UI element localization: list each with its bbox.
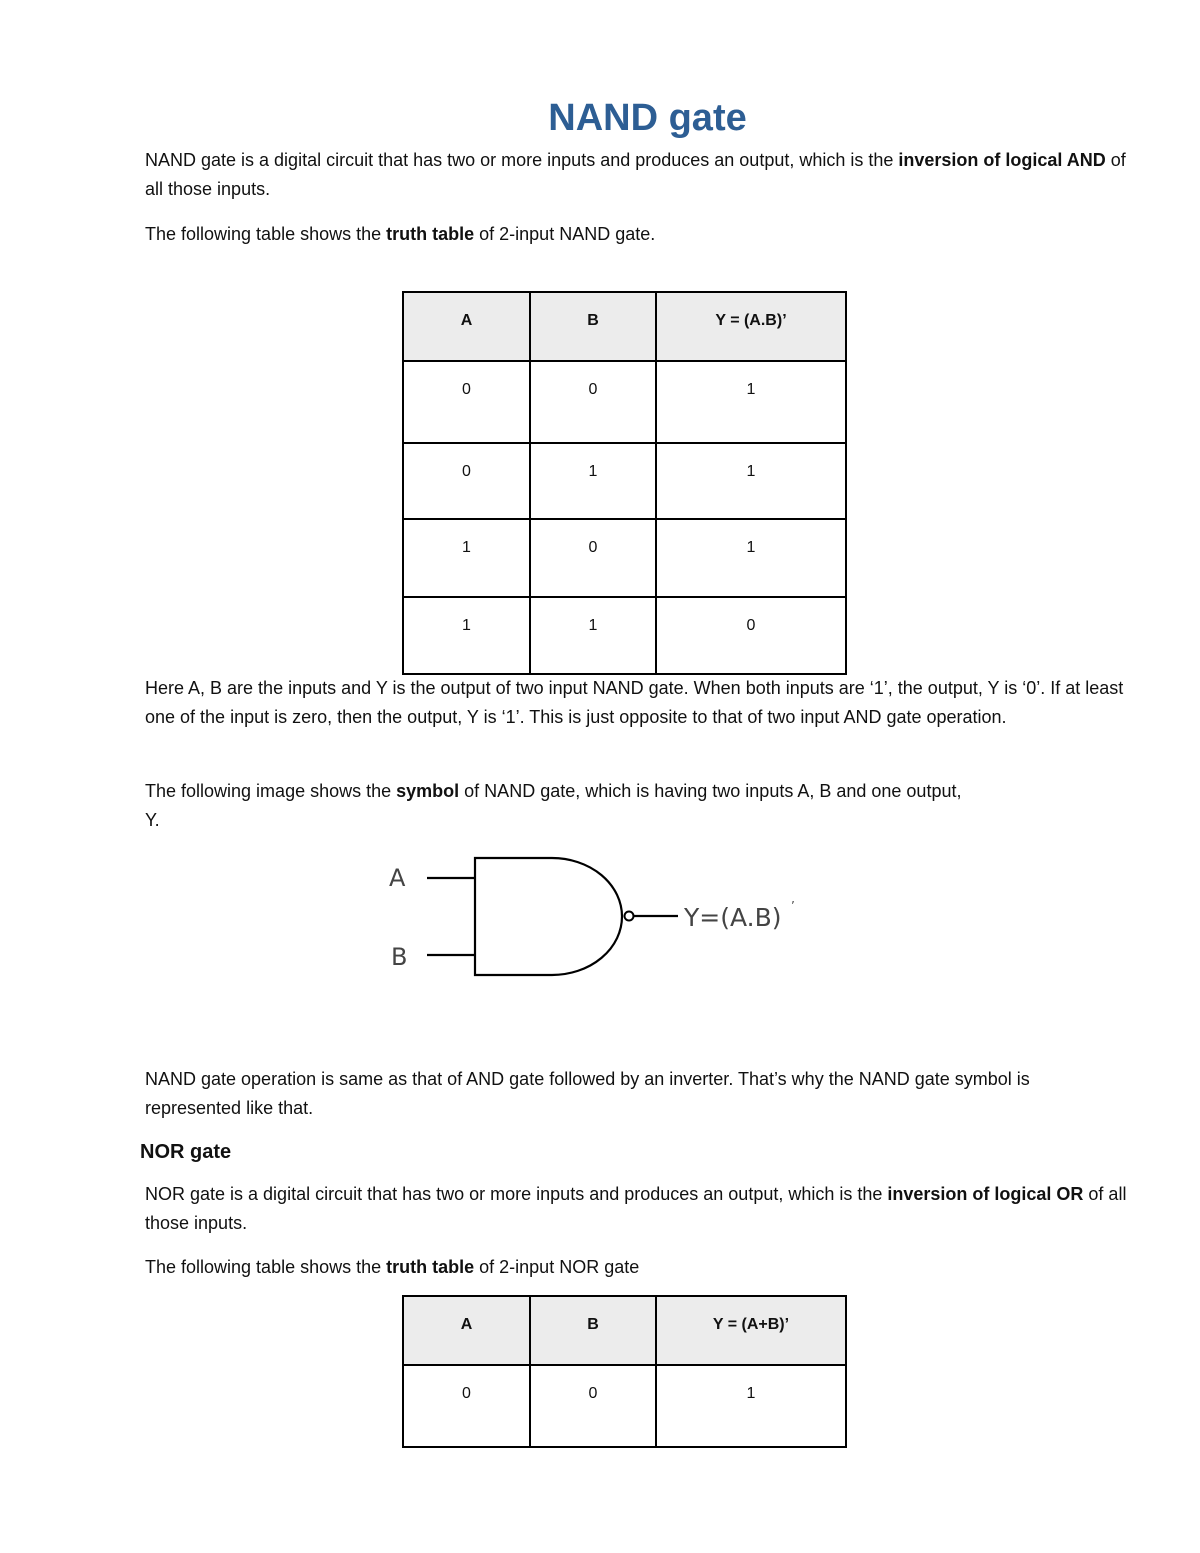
table-cell: 1 (656, 1365, 846, 1447)
table-header-cell: B (530, 292, 656, 361)
input-a-label: A (389, 864, 406, 892)
nand-intro-text-1: NAND gate is a digital circuit that has two or more inputs and produces an output, which is the (145, 150, 899, 170)
nor-intro-paragraph (145, 1180, 1130, 1237)
table-cell: 1 (656, 443, 846, 519)
table-row (403, 361, 846, 443)
table-header-cell: Y = (A.B)’ (656, 292, 846, 361)
table-cell: 0 (403, 1365, 530, 1447)
nand-symbol-intro (145, 777, 1130, 834)
output-label-prime: ’ (791, 899, 795, 913)
table-cell: 0 (530, 1365, 656, 1447)
nor-truth-table (402, 1295, 847, 1448)
nand-intro-text-2: of all those inputs. (145, 150, 1126, 199)
table-row (403, 443, 846, 519)
table-header-row (403, 1296, 846, 1365)
symbol-intro-text-3: Y. (145, 809, 160, 830)
table-row (403, 1365, 846, 1447)
table-cell: 1 (530, 443, 656, 519)
nand-table-intro (145, 220, 1130, 249)
nand-table-intro-text-1: The following table shows the (145, 224, 387, 244)
table-cell: 1 (403, 597, 530, 674)
nor-table-intro (145, 1253, 1130, 1282)
table-cell: 1 (656, 361, 846, 443)
nand-table-intro-bold: truth table (386, 224, 475, 244)
table-header-cell: Y = (A+B)’ (656, 1296, 846, 1365)
table-header-cell: A (403, 1296, 530, 1365)
nor-table-intro-text-2: of 2-input NOR gate (474, 1257, 640, 1277)
table-header-cell: B (530, 1296, 656, 1365)
input-b-label: B (391, 943, 408, 971)
table-cell: 0 (403, 361, 530, 443)
nand-operation-note: NAND gate operation is same as that of AND gate followed by an inverter. That’s why the NAND gate symbol is represented like that. (145, 1069, 1030, 1118)
output-label: Y=(A.B) (684, 903, 782, 932)
symbol-intro-text-2: of NAND gate, which is having two inputs A, B and one output, (459, 781, 962, 801)
table-header-cell: A (403, 292, 530, 361)
nor-intro-text-1: NOR gate is a digital circuit that has two or more inputs and produces an output, which is the (145, 1184, 888, 1204)
symbol-intro-bold: symbol (396, 781, 460, 801)
page-title: NAND gate (548, 97, 747, 139)
table-cell: 0 (656, 597, 846, 674)
table-row (403, 519, 846, 597)
table-cell: 0 (530, 519, 656, 597)
nand-table-intro-text-2: of 2-input NAND gate. (474, 224, 656, 244)
nor-table-intro-text-1: The following table shows the (145, 1257, 387, 1277)
table-cell: 0 (530, 361, 656, 443)
nand-intro-paragraph (145, 146, 1130, 203)
nor-table-intro-bold: truth table (386, 1257, 475, 1277)
inversion-bubble (625, 912, 634, 921)
nand-gate-body (475, 858, 622, 975)
nor-intro-text-2: of all those inputs. (145, 1184, 1127, 1233)
nor-heading: NOR gate (140, 1141, 232, 1163)
nand-explanation: Here A, B are the inputs and Y is the output of two input NAND gate. When both inputs are ‘1’, the output, Y is ‘0’. If at least one of the input is zero, then the output, Y is ‘1’. This is just opposite to that of two input AND gate operation. (145, 678, 1124, 727)
nand-intro-bold: inversion of logical AND (898, 150, 1106, 170)
table-cell: 1 (530, 597, 656, 674)
nand-gate-symbol (380, 848, 820, 988)
symbol-intro-text-1: The following image shows the (145, 781, 397, 801)
table-cell: 0 (403, 443, 530, 519)
table-cell: 1 (656, 519, 846, 597)
nand-truth-table (402, 291, 847, 675)
table-header-row (403, 292, 846, 361)
table-row (403, 597, 846, 674)
nor-intro-bold: inversion of logical OR (887, 1184, 1084, 1204)
table-cell: 1 (403, 519, 530, 597)
